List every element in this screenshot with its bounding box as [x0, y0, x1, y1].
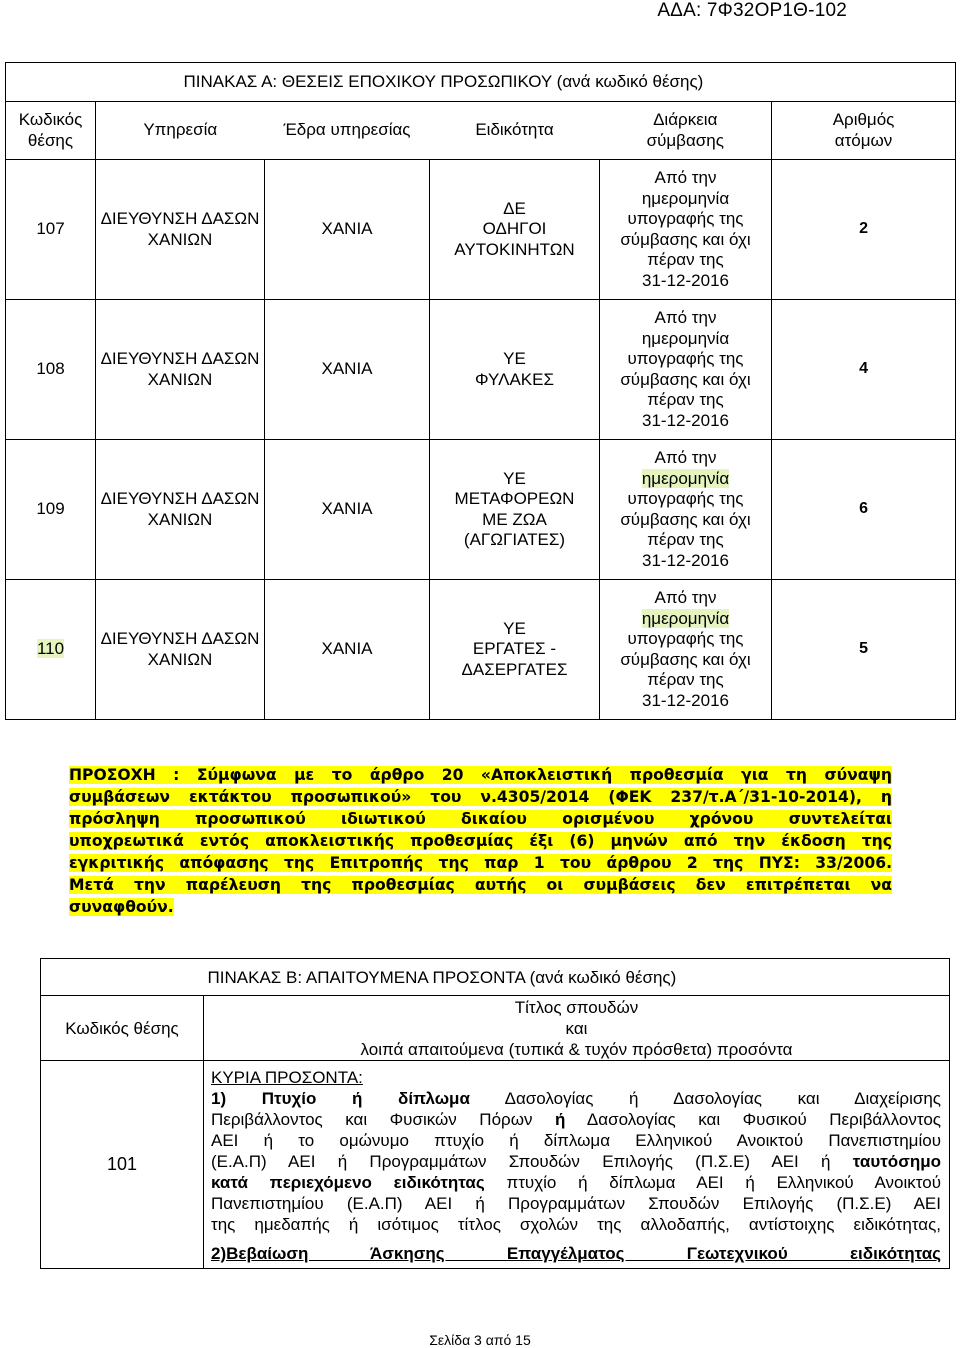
header-specialty: Ειδικότητα — [430, 102, 600, 160]
row-count: 2 — [772, 160, 956, 300]
row-service: ΔΙΕΥΘΥΝΣΗ ΔΑΣΩΝ ΧΑΝΙΩΝ — [96, 160, 265, 300]
row-service: ΔΙΕΥΘΥΝΣΗ ΔΑΣΩΝ ΧΑΝΙΩΝ — [96, 580, 265, 720]
row-code: 107 — [6, 160, 96, 300]
table-row — [6, 580, 956, 720]
row-count: 5 — [772, 580, 956, 720]
row-seat: ΧΑΝΙΑ — [265, 160, 430, 300]
header-count: Αριθμός ατόμων — [772, 102, 956, 160]
row-specialty: ΔΕ ΟΔΗΓΟΙ ΑΥΤΟΚΙΝΗΤΩΝ — [430, 160, 600, 300]
row-specialty: ΥΕ ΦΥΛΑΚΕΣ — [430, 300, 600, 440]
row-service: ΔΙΕΥΘΥΝΣΗ ΔΑΣΩΝ ΧΑΝΙΩΝ — [96, 440, 265, 580]
page-footer: Σελίδα 3 από 15 — [429, 1332, 531, 1348]
page-header-ada: ΑΔΑ: 7Φ32ΟΡ1Θ-102 — [657, 0, 847, 21]
row-count: 6 — [772, 440, 956, 580]
table-row — [6, 300, 956, 440]
header-service: Υπηρεσία — [96, 102, 265, 160]
row-duration: Από την ημερομηνία υπογραφής της σύμβασης και όχι πέραν της 31-12-2016 — [600, 440, 772, 580]
row-code: 109 — [6, 440, 96, 580]
row-seat: ΧΑΝΙΑ — [265, 580, 430, 720]
table-b-title: ΠΙΝΑΚΑΣ Β: ΑΠΑΙΤΟΥΜΕΝΑ ΠΡΟΣΟΝΤΑ (ανά κωδικό θέσης) — [204, 959, 950, 996]
table-row — [6, 440, 956, 580]
row-service: ΔΙΕΥΘΥΝΣΗ ΔΑΣΩΝ ΧΑΝΙΩΝ — [96, 300, 265, 440]
table-a-positions — [5, 62, 956, 720]
header-code: Κωδικός θέσης — [6, 102, 96, 160]
table-a-title: ΠΙΝΑΚΑΣ Α: ΘΕΣΕΙΣ ΕΠΟΧΙΚΟΥ ΠΡΟΣΩΠΙΚΟΥ (ανά κωδικό θέσης) — [96, 63, 956, 102]
row-seat: ΧΑΝΙΑ — [265, 440, 430, 580]
table-row — [41, 1061, 950, 1269]
row-count: 4 — [772, 300, 956, 440]
row-specialty: ΥΕ ΕΡΓΑΤΕΣ - ΔΑΣΕΡΓΑΤΕΣ — [430, 580, 600, 720]
row-seat: ΧΑΝΙΑ — [265, 300, 430, 440]
table-row — [6, 160, 956, 300]
table-b-title-spacer — [41, 959, 204, 996]
table-b-qualifications — [40, 958, 950, 1269]
row-code: 108 — [6, 300, 96, 440]
row-code: 110 — [6, 580, 96, 720]
row-specialty: ΥΕ ΜΕΤΑΦΟΡΕΩΝ ΜΕ ΖΩΑ (ΑΓΩΓΙΑΤΕΣ) — [430, 440, 600, 580]
header-code: Κωδικός θέσης — [41, 996, 204, 1061]
row-duration: Από την ημερομηνία υπογραφής της σύμβασης και όχι πέραν της 31-12-2016 — [600, 160, 772, 300]
header-duration: Διάρκεια σύμβασης — [600, 102, 772, 160]
row-code: 101 — [41, 1061, 204, 1269]
header-qualifications: Τίτλος σπουδών και λοιπά απαιτούμενα (τυπικά & τυχόν πρόσθετα) προσόντα — [204, 996, 950, 1061]
row-duration: Από την ημερομηνία υπογραφής της σύμβασης και όχι πέραν της 31-12-2016 — [600, 580, 772, 720]
header-seat: Έδρα υπηρεσίας — [265, 102, 430, 160]
table-a-title-spacer — [6, 63, 96, 102]
row-qualifications: ΚΥΡΙΑ ΠΡΟΣΟΝΤΑ: 1) Πτυχίο ή δίπλωμα Δασολογίας ή Δασολογίας και Διαχείρισης Περιβάλλοντος και Φυσικών Πόρων ή Δασολογίας και Φυσικού Περιβάλλοντος ΑΕΙ ή το ομώνυμο πτυχίο ή δίπλωμα Ελληνικού Ανοικτού Πανεπιστημίου (Ε.Α.Π) ΑΕΙ ή Προγραμμάτων Σπουδών Επιλογής (Π.Σ.Ε) ΑΕΙ ή ταυτόσημο κατά περιεχόμενο ειδικότητας πτυχίο ή δίπλωμα ΑΕΙ ή Ελληνικού Ανοικτού Πανεπιστημίου (Ε.Α.Π) ΑΕΙ ή Προγραμμάτων Σπουδών Επιλογής (Π.Σ.Ε) ΑΕΙ της ημεδαπής ή ισότιμος τίτλος σχολών της αλλοδαπής, αντίστοιχης ειδικότητας, 2)Βεβαίωση Άσκησης Επαγγέλματος Γεωτεχνικού ειδικότητας — [204, 1061, 950, 1269]
notice-paragraph: ΠΡΟΣΟΧΗ : Σύμφωνα με το άρθρο 20 «Αποκλειστική προθεσμία για τη σύναψη συμβάσεων εκτάκτου προσωπικού» του ν.4305/2014 (ΦΕΚ 237/τ.Α΄/31-10-2014), η πρόσληψη προσωπικού ιδιωτικού δικαίου ορισμένου χρόνου συντελείται υποχρεωτικά εντός αποκλειστικής προθεσμίας έξι (6) μηνών από την έκδοση της εγκριτικής απόφασης της Επιτροπής της παρ 1 του άρθρου 2 της ΠΥΣ: 33/2006. Μετά την παρέλευση της προθεσμίας αυτής οι συμβάσεις δεν επιτρέπεται να συναφθούν. — [69, 766, 892, 916]
row-duration: Από την ημερομηνία υπογραφής της σύμβασης και όχι πέραν της 31-12-2016 — [600, 300, 772, 440]
